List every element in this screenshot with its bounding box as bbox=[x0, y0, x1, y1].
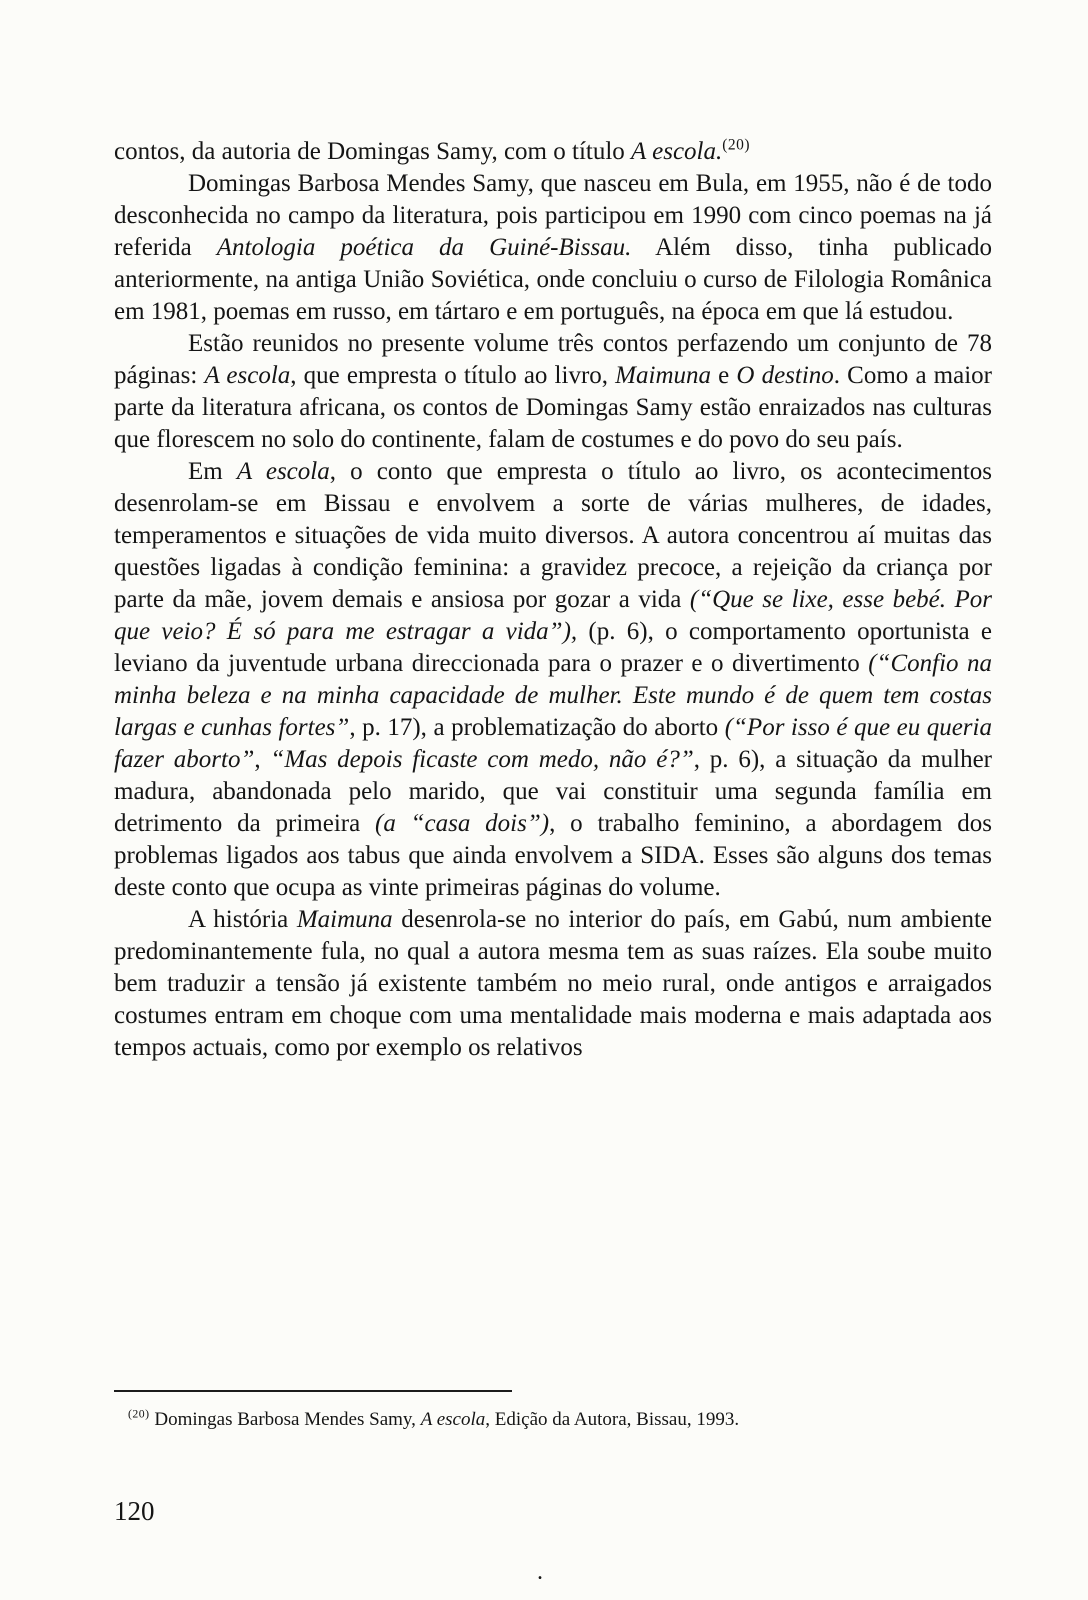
italic-text-run: A escola bbox=[204, 362, 291, 389]
text-run: (p. 6), o comportamento oportunista e leviano da juventude urbana direccionada para o prazer e o divertimento bbox=[114, 618, 992, 677]
italic-text-run: O destino bbox=[736, 362, 834, 389]
footnote-reference: (20) bbox=[722, 136, 751, 154]
paragraph bbox=[114, 456, 992, 904]
paragraph bbox=[114, 136, 992, 168]
text-run: , o trabalho feminino, a abordagem dos problemas ligados aos tabus que ainda envolvem a SIDA. Esses são alguns dos temas deste conto que ocupa as vinte primeiras páginas do volume. bbox=[114, 810, 992, 901]
italic-text-run: A escola bbox=[420, 1409, 486, 1430]
text-run: Domingas Barbosa Mendes Samy, que nasceu em Bula, em 1955, não é de todo desconhecida no campo da literatura, pois participou em 1990 com cinco poemas na já referida bbox=[114, 170, 992, 261]
text-run: Além disso, tinha publicado anteriormente, na antiga União Soviética, onde concluiu o curso de Filologia Românica em 1981, poemas em russo, em tártaro e em português, na época em que lá estudou. bbox=[114, 234, 992, 325]
text-run: , Edição da Autora, Bissau, 1993. bbox=[485, 1409, 740, 1430]
text-run: , o conto que empresta o título ao livro, os acontecimentos desenrolam-se em Bissau e envolvem a sorte de várias mulheres, de idades, temperamentos e situações de vida muito diversos. A autora concentrou aí muitas das questões ligadas à condição feminina: a gravidez precoce, a rejeição da criança por parte da mãe, jovem demais e ansiosa por gozar a vida bbox=[114, 458, 993, 613]
text-run: , que empresta o título ao livro, bbox=[290, 362, 616, 389]
italic-text-run: Antologia poética da Guiné-Bissau. bbox=[216, 234, 632, 261]
footnote-reference: (20) bbox=[128, 1407, 150, 1421]
italic-text-run: (“Que se lixe, esse bebé. Por que veio? É só para me estragar a vida”), bbox=[114, 586, 993, 645]
paragraph bbox=[114, 168, 992, 328]
text-run: , p. 6), a situação da mulher madura, abandonada pelo marido, que vai constituir uma segunda família em detrimento da primeira bbox=[114, 746, 992, 837]
text-run: , p. 17), a problematização do aborto bbox=[349, 714, 725, 741]
text-run: Em bbox=[188, 458, 237, 485]
italic-text-run: (“Confio na minha beleza e na minha capacidade de mulher. Este mundo é de quem tem costas largas e cunhas fortes” bbox=[114, 650, 993, 741]
paragraph bbox=[114, 904, 992, 1064]
stray-mark: . bbox=[537, 1559, 543, 1585]
italic-text-run: A escola bbox=[236, 458, 330, 485]
italic-text-run: Maimuna bbox=[615, 362, 711, 389]
italic-text-run: Maimuna bbox=[296, 906, 393, 933]
text-run: contos, da autoria de Domingas Samy, com o título bbox=[114, 138, 632, 165]
footnote bbox=[128, 1408, 928, 1432]
text-run: e bbox=[711, 362, 737, 389]
text-run: . Como a maior parte da literatura africana, os contos de Domingas Samy estão enraizados nas culturas que florescem no solo do continente, falam de costumes e do povo do seu país. bbox=[114, 362, 992, 453]
text-run: Estão reunidos no presente volume três contos perfazendo um conjunto de 78 páginas: bbox=[114, 330, 992, 389]
italic-text-run: (a “casa dois”) bbox=[375, 810, 550, 837]
footnote-separator bbox=[114, 1390, 512, 1392]
body-text bbox=[114, 136, 992, 1064]
page-number: 120 bbox=[114, 1496, 155, 1526]
text-run: desenrola-se no interior do país, em Gabú, num ambiente predominantemente fula, no qual a autora mesma tem as suas raízes. Ela soube muito bem traduzir a tensão já existente também no meio rural, onde antigos e arraigados costumes entram em choque com uma mentalidade mais moderna e mais adaptada aos tempos actuais, como por exemplo os relativos bbox=[114, 906, 992, 1061]
text-run: A história bbox=[188, 906, 297, 933]
italic-text-run: A escola. bbox=[631, 138, 723, 165]
text-run: Domingas Barbosa Mendes Samy, bbox=[149, 1409, 421, 1430]
italic-text-run: “Mas depois ficaste com medo, não é?” bbox=[270, 746, 694, 773]
italic-text-run: (“Por isso é que eu queria fazer aborto” bbox=[114, 714, 992, 773]
text-run: , bbox=[254, 746, 271, 773]
paragraph bbox=[114, 328, 992, 456]
